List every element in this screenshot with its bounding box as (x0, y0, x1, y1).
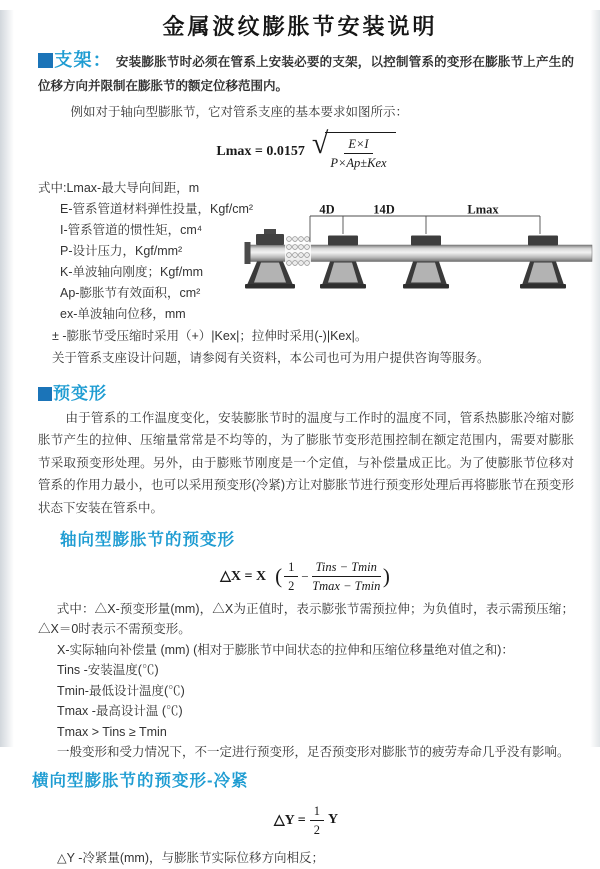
section-heading-predeform: 预变形 (53, 383, 107, 403)
page-title: 金属波纹膨胀节安装说明 (162, 14, 438, 39)
definition-line: ex-单波轴向位移，mm (60, 306, 186, 321)
section-heading-support: 支架： (54, 50, 112, 70)
formula-lmax-denominator: P×Ap±Kex (330, 156, 387, 171)
section-bullet-icon (38, 53, 53, 68)
radical-sign: √ $\frac{E\times I}{\text{P×Ap±Kex}}$ (312, 132, 396, 172)
section-bullet-icon (38, 387, 52, 401)
pipe-end-cap (245, 242, 251, 264)
guide-support (320, 235, 366, 288)
formula-lateral-predeform (38, 803, 574, 839)
page-content (0, 49, 600, 869)
axial-note: Tmin-最低设计温度(℃) (57, 683, 185, 698)
half-numerator: 1 (310, 803, 324, 821)
formula-lmax (38, 127, 574, 172)
axial-note: Tins -安装温度(℃) (57, 663, 159, 677)
definition-line: P-设计压力，Kgf/mm² (60, 243, 183, 258)
pipe-support-diagram (243, 204, 595, 306)
half-denominator: 2 (313, 822, 320, 837)
definition-line: I-管系管道的惯性矩，cm⁴ (60, 222, 203, 237)
formula-lmax-lhs: Lmax = 0.0157 (216, 143, 305, 159)
formula-axial-lhs: △X = X (220, 569, 267, 585)
document-page (0, 10, 600, 865)
predeform-body-text: 由于管系的工作温度变化，安装膨胀节时的温度与工作时的温度不同，管系热膨胀冷缩对膨胀节产生的拉伸、压缩量常常是不均等的，为了膨胀节变形范围控制在额定范围内，需要对膨胀节采取预变形处理。另外，由于膨账节刚度是一个定值，与补偿量成正比。为了使膨胀节位移对管系的作用力最小，也可以采用预变形(冷紧)方让对膨胀节进行预变形处理后再将膨胀节在预变形状态下安装在管系中。 (38, 410, 574, 515)
formula-lateral-lhs: △Y = (273, 812, 306, 828)
dim-label-4d: 4D (319, 202, 335, 216)
support-example-text: 例如对于轴向型膨胀节，它对管系支座的基本要求如图所示： (70, 105, 409, 119)
half-numerator: 1 (284, 559, 298, 577)
subheading-axial: 轴向型膨胀节的预变形 (60, 531, 235, 549)
temp-frac-numerator: Tins − Tmin (312, 559, 381, 577)
definition-line: 关于管系支座设计问题，请参阅有关资料，本公司也可为用户提供咨询等服务。 (52, 350, 490, 365)
axial-note: X-实际轴向补偿量 (mm) (相对于膨胀节中间状态的拉伸和压缩位移量绝对值之和)： (57, 642, 514, 657)
axial-note: 一般变形和受力情况下，不一定进行预变形，足否预变形对膨胀节的疲劳寿命几乎没有影响。 (57, 745, 570, 759)
axial-note: Tmax > Tins ≥ Tmin (57, 724, 167, 739)
section-support (38, 49, 574, 98)
guide-support (520, 235, 566, 288)
definition-line: ± -膨胀节受压缩时采用（+）|Kex|；拉伸时采用(-)|Kex|。 (52, 328, 368, 343)
definition-line: K-单波轴向刚度；Kgf/mm (60, 264, 204, 279)
formula-lateral-rhs: Y (327, 812, 339, 828)
axial-note: 式中：△X-预变形量(mm)，△X为正值时，表示膨张节需预拉伸；为负值时，表示需预压缩；△X＝0时表示不需预变形。 (38, 601, 574, 636)
support-intro-text: 安装膨胀节时必须在管系上安装必要的支架，以控制管系的变形在膨胀节上产生的位移方向并限制在膨胀节的额定位移范围内。 (38, 55, 574, 93)
formula-lmax-numerator: E×I (344, 136, 372, 154)
definitions-block (38, 178, 574, 369)
formula-axial-predeform: △X = X ( $\frac{1}{2}$ − $\frac{\text{Tins − Tmin}}{Tmax - Tmin}$ ) (220, 560, 390, 594)
definition-line: 式中:Lmax-最大导向间距，m (38, 180, 200, 195)
section-predeform (38, 379, 574, 404)
temp-frac-denominator: Tmax − Tmin (312, 579, 381, 594)
bellows-section (285, 236, 311, 265)
dim-label-14d: 14D (373, 202, 395, 216)
lateral-note: △Y -冷紧量(mm)，与膨胀节实际位移方向相反； (57, 851, 325, 865)
subheading-lateral: 横向型膨胀节的预变形-冷紧 (32, 771, 249, 790)
guide-support (403, 235, 449, 288)
dim-label-lmax: Lmax (467, 202, 499, 216)
definition-line: Ap-膨胀节有效面积，cm² (60, 285, 201, 300)
definition-line: E-管系管道材料弹性投量，Kgf/cm² (60, 201, 254, 216)
axial-note: Tmax -最高设计温 (℃) (57, 704, 183, 718)
half-denominator: 2 (288, 579, 295, 594)
